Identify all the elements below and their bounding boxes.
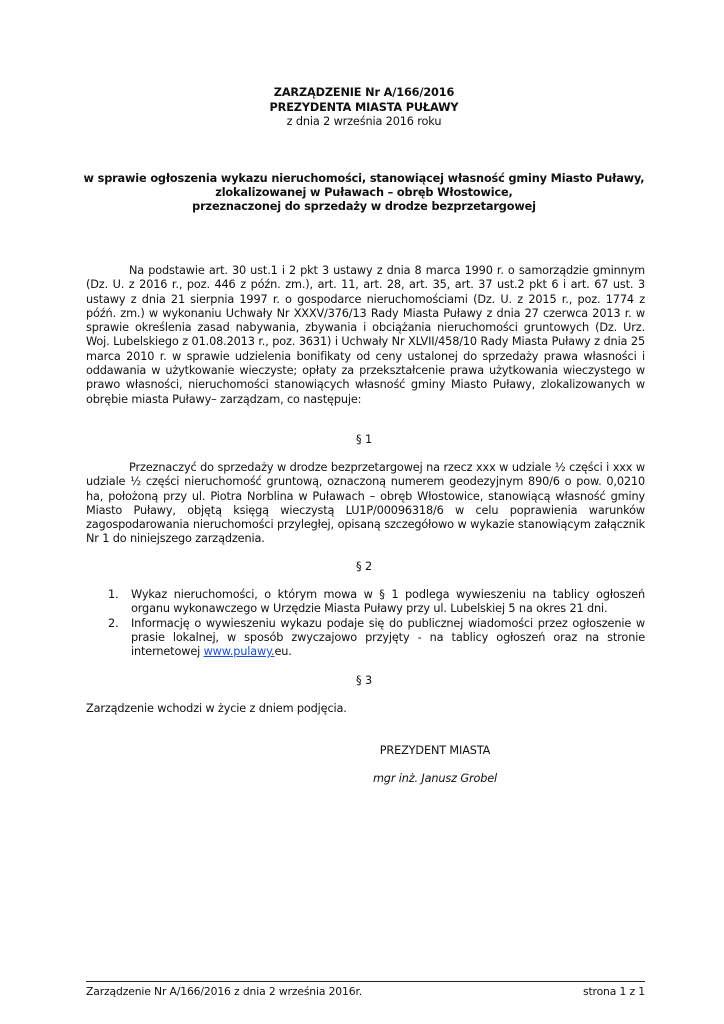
list-item-text: Informację o wywieszeniu wykazu podaje się do publicznej wiadomości przez ogłoszenie w prasie lokalnej, w sposób zwyczajowo przyjęty - na tablicy ogłoszeń oraz na stronie internetowej	[131, 616, 645, 659]
website-link[interactable]: www.pulawy.	[203, 645, 275, 659]
section-1-paragraph	[86, 461, 645, 547]
document-title: ZARZĄDZENIE Nr A/166/2016	[273, 86, 455, 99]
signature-name: mgr inż. Janusz Grobel	[372, 772, 498, 785]
section-3-heading: § 3	[356, 674, 372, 687]
footer-divider	[86, 981, 645, 982]
section-1-text: Przeznaczyć do sprzedaży w drodze bezprzetargowej na rzecz xxx w udziale ½ części i xxx w udziale ½ części nieruchomość gruntową, oznaczoną numerem geodezyjnym 890/6 o pow. 0,0210 ha, położoną przy ul. Piotra Norblina w Puławach – obręb Włostowice, stanowiącą własność gminy Miasto Puławy, objętą księgą wieczystą LU1P/00096318/6 w celu poprawienia warunków zagospodarowania nieruchomości przyległej, opisaną szczegółowo w wykazie stanowiącym załącznik Nr 1 do niniejszego zarządzenia.	[86, 461, 645, 546]
list-item-text: Wykaz nieruchomości, o którym mowa w § 1 podlega wywieszeniu na tablicy ogłoszeń organu wykonawczego w Urzędzie Miasta Puławy przy ul. Lubelskiej 5 na okres 21 dni.	[131, 588, 645, 616]
list-item	[86, 617, 645, 660]
subject-line-3: przeznaczonej do sprzedaży w drodze bezprzetargowej	[192, 200, 536, 213]
footer-reference: Zarządzenie Nr A/166/2016 z dnia 2 września 2016r.	[86, 985, 363, 998]
preamble-paragraph	[86, 264, 645, 407]
section-2-list	[86, 588, 645, 659]
section-2-heading: § 2	[356, 560, 372, 573]
section-3-text: Zarządzenie wchodzi w życie z dniem podjęcia.	[86, 702, 347, 715]
page-number: strona 1 z 1	[582, 985, 645, 998]
list-item-number: 2.	[108, 616, 119, 630]
subject-line-1: w sprawie ogłoszenia wykazu nieruchomości, stanowiącej własność gminy Miasto Puławy,	[83, 172, 645, 185]
list-item-number: 1.	[108, 588, 119, 601]
section-1-heading: § 1	[356, 433, 372, 446]
list-item	[86, 588, 645, 617]
subject-line-2: zlokalizowanej w Puławach – obręb Włostowice,	[215, 186, 513, 199]
link-suffix: eu.	[274, 645, 292, 659]
signature-title: PREZYDENT MIASTA	[379, 744, 491, 757]
document-date: z dnia 2 września 2016 roku	[286, 115, 442, 128]
preamble-text: Na podstawie art. 30 ust.1 i 2 pkt 3 ustawy z dnia 8 marca 1990 r. o samorządzie gminnym (Dz. U. z 2016 r., poz. 446 z późn. zm.), art. 11, art. 28, art. 35, art. 37 ust.2 pkt 6 i art. 67 ust. 3 ustawy z dnia 21 sierpnia 1997 r. o gospodarce nieruchomościami (Dz. U. z 2015 r., poz. 1774 z późń. zm.) w wykonaniu Uchwały Nr XXXV/376/13 Rady Miasta Puławy z dnia 27 czerwca 2013 r. w sprawie określenia zasad nabywania, zbywania i obciążania nieruchomości gruntowych (Dz. Urz. Woj. Lubelskiego z 01.08.2013 r., poz. 3631) i Uchwały Nr XLVII/458/10 Rady Miasta Puławy z dnia 25 marca 2010 r. w sprawie udzielenia bonifikaty od ceny ustalonej do sprzedaży prawa własności i oddawania w użytkowanie wieczyste; opłaty za przekształcenie prawa użytkowania wieczystego w prawo własności, nieruchomości stanowiących własność gminy Miasto Puławy, zlokalizowanych w obrębie miasta Puławy– zarządzam, co następuje:	[86, 264, 645, 406]
page-footer	[86, 985, 645, 998]
document-issuer: PREZYDENTA MIASTA PUŁAWY	[269, 101, 459, 114]
